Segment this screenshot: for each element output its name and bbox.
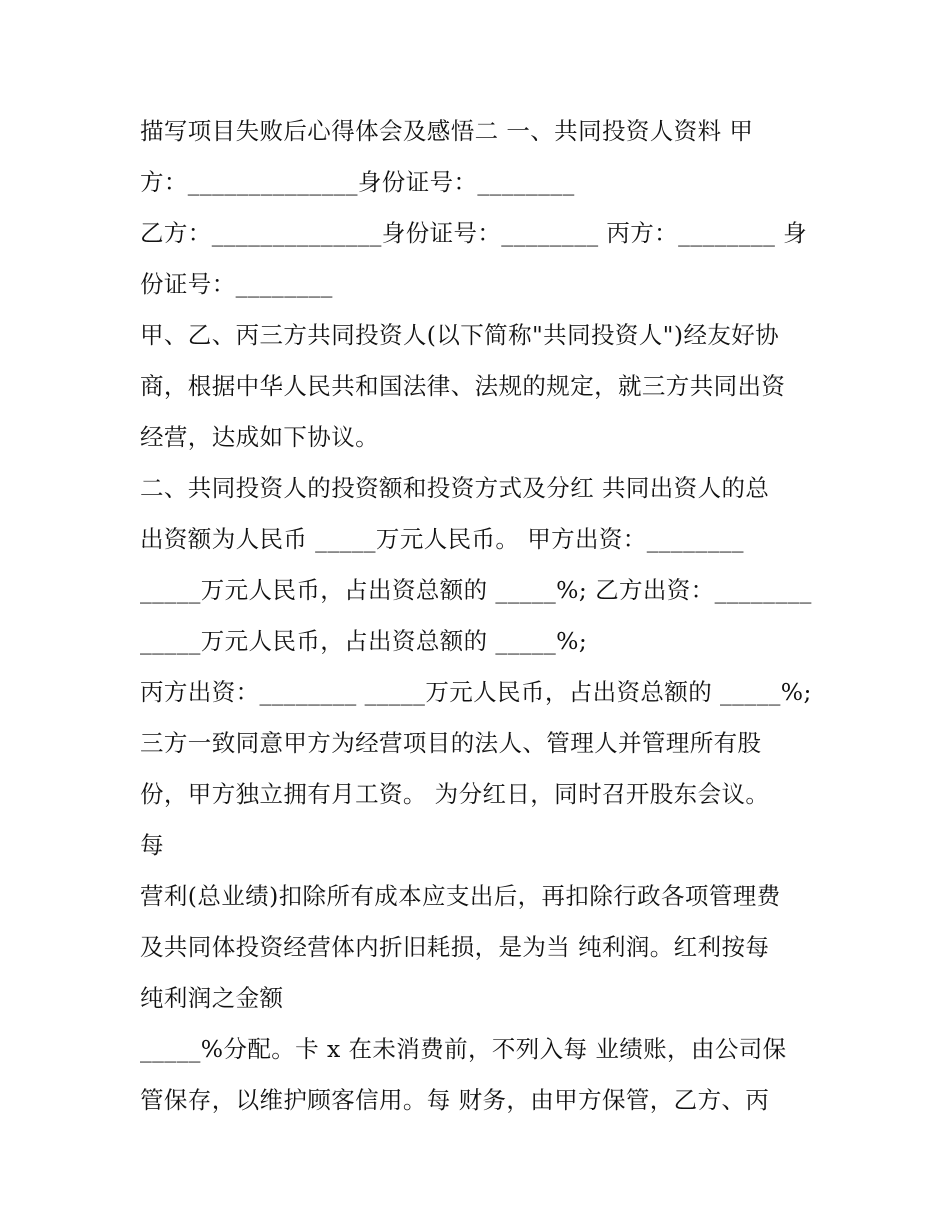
text-line: 丙方出资：________ _____万元人民币，占出资总额的 _____%; (140, 678, 812, 706)
text-line: 商，根据中华人民共和国法律、法规的规定，就三方共同出资 (140, 372, 786, 400)
text-line: 三方一致同意甲方为经营项目的法人、管理人并管理所有股 (140, 729, 762, 757)
text-line: 及共同体投资经营体内折旧耗损，是为当 纯利润。红利按每 (140, 933, 770, 961)
text-line: 二、共同投资人的投资额和投资方式及分红 共同出资人的总 (140, 474, 770, 502)
text-line: 方：______________身份证号：________ (140, 168, 575, 196)
text-line: 乙方：______________身份证号：________ 丙方：________ 身 (140, 219, 808, 247)
text-line: 营利(总业绩)扣除所有成本应支出后，再扣除行政各项管理费 (140, 882, 781, 910)
text-line: _____万元人民币，占出资总额的 _____%; 乙方出资：________ (140, 576, 812, 604)
text-line: 份证号：________ (140, 270, 333, 298)
text-line: 纯利润之金额 (140, 984, 284, 1012)
text-line: _____%分配。卡 x 在未消费前，不列入每 业绩账，由公司保 (140, 1035, 787, 1063)
text-line: 描写项目失败后心得体会及感悟二 一、共同投资人资料 甲 (140, 117, 754, 145)
text-line: 管保存，以维护顾客信用。每 财务，由甲方保管，乙方、丙 (140, 1086, 770, 1114)
text-line: 份，甲方独立拥有月工资。 为分红日，同时召开股东会议。 (140, 780, 770, 808)
text-line: 经营，达成如下协议。 (140, 423, 379, 451)
text-line: 每 (140, 831, 164, 859)
text-line: 出资额为人民币 _____万元人民币。 甲方出资：________ (140, 525, 744, 553)
text-line: _____万元人民币，占出资总额的 _____%; (140, 627, 588, 655)
text-line: 甲、乙、丙三方共同投资人(以下简称"共同投资人")经友好协 (140, 321, 780, 349)
